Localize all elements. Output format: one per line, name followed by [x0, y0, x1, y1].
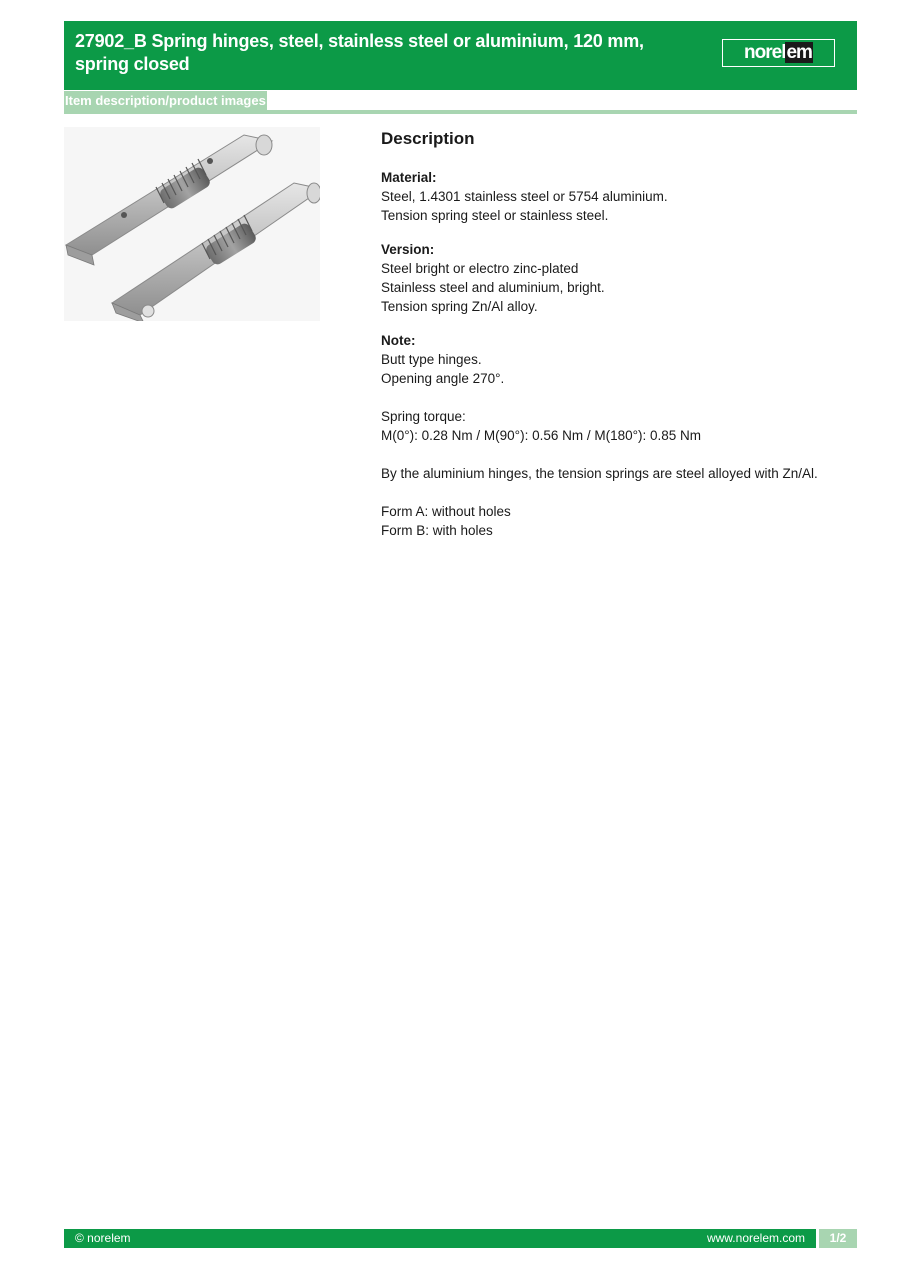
material-line: Steel, 1.4301 stainless steel or 5754 aluminium.	[381, 189, 668, 204]
material-line: Tension spring steel or stainless steel.	[381, 208, 609, 223]
version-line: Steel bright or electro zinc-plated	[381, 261, 579, 276]
note-line: Opening angle 270°.	[381, 371, 505, 386]
material-block	[381, 168, 851, 225]
description-section	[381, 128, 851, 555]
norelem-logo	[722, 39, 835, 67]
version-block	[381, 240, 851, 316]
description-heading: Description	[381, 129, 475, 148]
logo-text-a: norel	[744, 42, 786, 63]
version-label: Version:	[381, 242, 435, 257]
torque-line: M(0°): 0.28 Nm / M(90°): 0.56 Nm / M(180°): 0.85 Nm	[381, 428, 702, 443]
form-line: Form B: with holes	[381, 523, 493, 538]
product-image	[64, 127, 320, 321]
footer-website-link[interactable]: www.norelem.com	[706, 1231, 805, 1245]
note-label: Note:	[381, 333, 416, 348]
page-title: 27902_B Spring hinges, steel, stainless steel or aluminium, 120 mm, spring closed	[75, 31, 644, 74]
page-number: 1/2	[819, 1229, 857, 1248]
header-bar	[64, 21, 857, 90]
note-block	[381, 331, 851, 540]
version-line: Tension spring Zn/Al alloy.	[381, 299, 538, 314]
logo-text	[744, 42, 813, 64]
spring-hinge-illustration	[64, 127, 320, 321]
footer-copyright: © norelem	[75, 1231, 131, 1245]
version-line: Stainless steel and aluminium, bright.	[381, 280, 605, 295]
material-label: Material:	[381, 170, 437, 185]
section-label: Item description/product images	[64, 91, 267, 111]
footer-bar	[64, 1229, 816, 1248]
logo-text-b: em	[786, 42, 812, 63]
note-line: Butt type hinges.	[381, 352, 482, 367]
form-line: Form A: without holes	[381, 504, 511, 519]
alloy-line: By the aluminium hinges, the tension springs are steel alloyed with Zn/Al.	[381, 466, 818, 481]
torque-line: Spring torque:	[381, 409, 466, 424]
